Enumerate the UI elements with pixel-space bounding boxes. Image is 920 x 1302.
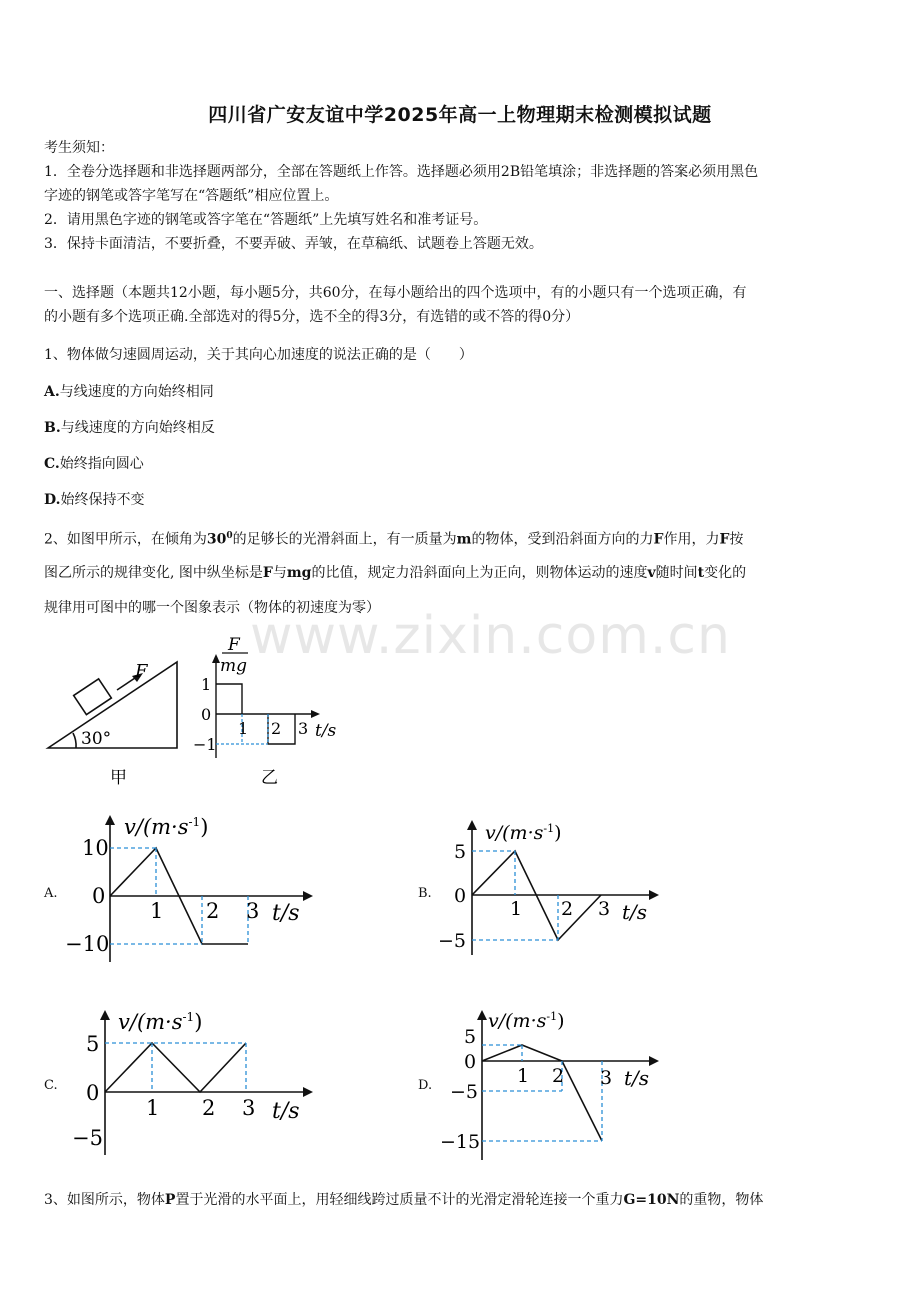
graph-option-c bbox=[60, 1005, 330, 1160]
figure-caption-yi: 乙 bbox=[261, 768, 278, 788]
option-text: 与线速度的方向始终相同 bbox=[59, 384, 214, 400]
page-title: 四川省广安友谊中学2025年高一上物理期末检测模拟试题 bbox=[208, 104, 712, 126]
notice-heading: 考生须知： bbox=[44, 140, 114, 156]
option-b-label: B. bbox=[418, 886, 432, 901]
graph-option-d bbox=[430, 1005, 670, 1165]
x-axis-arrow bbox=[649, 890, 659, 900]
option-a-label: A. bbox=[44, 886, 58, 901]
y-axis-label: $v/(m\cdot s^{-1})$ bbox=[488, 1010, 565, 1032]
x-tick: 1 bbox=[150, 899, 164, 923]
y-tick: 0 bbox=[86, 1081, 100, 1105]
x-axis-arrow bbox=[303, 1087, 313, 1097]
figure-force-graph bbox=[193, 630, 348, 795]
velocity-line bbox=[482, 1045, 602, 1141]
q2-line2: 图乙所示的规律变化, 图中纵坐标是F与mg的比值，规定力沿斜面向上为正向，则物体运动的速度v随时间t变化的 bbox=[44, 565, 747, 581]
x-label: t/s bbox=[315, 721, 337, 741]
q3-line1: 3、如图所示，物体P置于光滑的水平面上，用轻细线跨过质量不计的光滑定滑轮连接一个重力G=10N的重物，物体 bbox=[44, 1192, 764, 1208]
x-tick: 3 bbox=[600, 1067, 613, 1089]
y-tick: 0 bbox=[201, 705, 212, 724]
y-axis-arrow bbox=[105, 815, 115, 825]
q1-option-c bbox=[44, 452, 884, 476]
x-tick: 1 bbox=[510, 898, 523, 920]
x-tick: 1 bbox=[517, 1065, 530, 1087]
graph-option-a bbox=[60, 810, 330, 970]
option-c-label: C. bbox=[44, 1078, 58, 1093]
y-tick: −5 bbox=[450, 1081, 479, 1103]
y-label-denominator: mg bbox=[220, 656, 248, 676]
notice-item-1-cont: 字迹的钢笔或答字笔写在“答题纸”相应位置上。 bbox=[44, 188, 339, 204]
x-tick: 1 bbox=[238, 719, 249, 738]
x-tick: 2 bbox=[561, 898, 574, 920]
x-tick: 1 bbox=[146, 1096, 160, 1120]
figure-incline bbox=[40, 630, 200, 795]
incline-triangle bbox=[48, 662, 177, 748]
y-tick: 1 bbox=[201, 675, 212, 694]
y-label-numerator: F bbox=[228, 635, 240, 655]
q1-option-d bbox=[44, 488, 884, 512]
y-tick: 10 bbox=[82, 836, 109, 860]
x-axis-label: t/s bbox=[272, 901, 300, 926]
q2-line1: 2、如图甲所示，在倾角为$30^0$的足够长的光滑斜面上，有一质量为m的物体，受到沿斜面方向的力F作用，力F按 bbox=[44, 531, 744, 548]
y-axis-label: $v/(m\cdot s^{-1})$ bbox=[124, 815, 209, 839]
x-tick: 2 bbox=[206, 899, 220, 923]
y-tick: −1 bbox=[193, 735, 217, 754]
y-tick: 0 bbox=[464, 1051, 477, 1073]
y-tick: 5 bbox=[464, 1026, 477, 1048]
option-label: A. bbox=[44, 384, 60, 400]
q2-line3: 规律用可图中的哪一个图象表示（物体的初速度为零） bbox=[44, 600, 380, 616]
q1-option-a bbox=[44, 380, 884, 404]
x-tick: 2 bbox=[271, 719, 282, 738]
y-axis-arrow bbox=[477, 1010, 487, 1020]
watermark: www.zixin.com.cn bbox=[250, 606, 731, 666]
y-tick: 5 bbox=[86, 1032, 100, 1056]
y-tick: −5 bbox=[72, 1126, 103, 1150]
x-axis-label: t/s bbox=[272, 1099, 300, 1124]
notice-item-1: 1．全卷分选择题和非选择题两部分，全部在答题纸上作答。选择题必须用2B铅笔填涂；非选择题的答案必须用黑色 bbox=[44, 164, 759, 180]
y-tick: 0 bbox=[454, 885, 467, 907]
option-label: D. bbox=[44, 492, 61, 508]
y-tick: −10 bbox=[65, 932, 110, 956]
figure-caption-jia: 甲 bbox=[110, 768, 127, 788]
x-tick: 2 bbox=[552, 1065, 565, 1087]
x-tick: 3 bbox=[246, 899, 260, 923]
x-axis-arrow bbox=[649, 1056, 659, 1066]
x-tick: 3 bbox=[242, 1096, 256, 1120]
notice-item-3: 3．保持卡面清洁，不要折叠，不要弄破、弄皱，在草稿纸、试题卷上答题无效。 bbox=[44, 236, 543, 252]
y-axis-arrow bbox=[467, 820, 477, 830]
option-d-label: D. bbox=[418, 1078, 433, 1093]
x-tick: 3 bbox=[598, 898, 611, 920]
y-axis-label: $v/(m\cdot s^{-1})$ bbox=[485, 822, 562, 844]
y-tick: 0 bbox=[92, 884, 106, 908]
y-tick: 5 bbox=[454, 841, 467, 863]
option-text: 始终指向圆心 bbox=[59, 456, 144, 472]
y-axis-label: $v/(m\cdot s^{-1})$ bbox=[118, 1010, 203, 1034]
x-axis-label: t/s bbox=[624, 1066, 650, 1090]
y-axis-arrow bbox=[100, 1010, 110, 1020]
graph-option-b bbox=[430, 815, 670, 965]
q1-option-b bbox=[44, 416, 884, 440]
option-text: 始终保持不变 bbox=[60, 492, 145, 508]
q1-stem: 1、物体做匀速圆周运动，关于其向心加速度的说法正确的是（ ） bbox=[44, 347, 473, 363]
x-axis-label: t/s bbox=[622, 900, 648, 924]
angle-label: 30° bbox=[81, 729, 112, 749]
angle-arc bbox=[73, 733, 76, 748]
option-label: B. bbox=[44, 420, 61, 436]
section-heading-line1: 一、选择题（本题共12小题，每小题5分，共60分，在每小题给出的四个选项中，有的小题只有一个选项正确，有 bbox=[44, 285, 747, 301]
x-tick: 2 bbox=[202, 1096, 216, 1120]
notice-item-2: 2．请用黑色字迹的钢笔或答字笔在“答题纸”上先填写姓名和准考证号。 bbox=[44, 212, 488, 228]
x-axis-arrow bbox=[303, 891, 313, 901]
x-axis-arrow bbox=[311, 710, 320, 718]
option-label: C. bbox=[44, 456, 60, 472]
x-tick: 3 bbox=[298, 719, 309, 738]
y-axis-arrow bbox=[212, 654, 220, 663]
force-label: F bbox=[135, 661, 148, 682]
section-heading-line2: 的小题有多个选项正确.全部选对的得5分，选不全的得3分，有选错的或不答的得0分） bbox=[44, 309, 580, 325]
y-tick: −15 bbox=[440, 1131, 481, 1153]
option-text: 与线速度的方向始终相反 bbox=[60, 420, 215, 436]
force-segment-positive bbox=[216, 684, 242, 714]
velocity-line bbox=[105, 1043, 246, 1092]
y-tick: −5 bbox=[438, 930, 467, 952]
